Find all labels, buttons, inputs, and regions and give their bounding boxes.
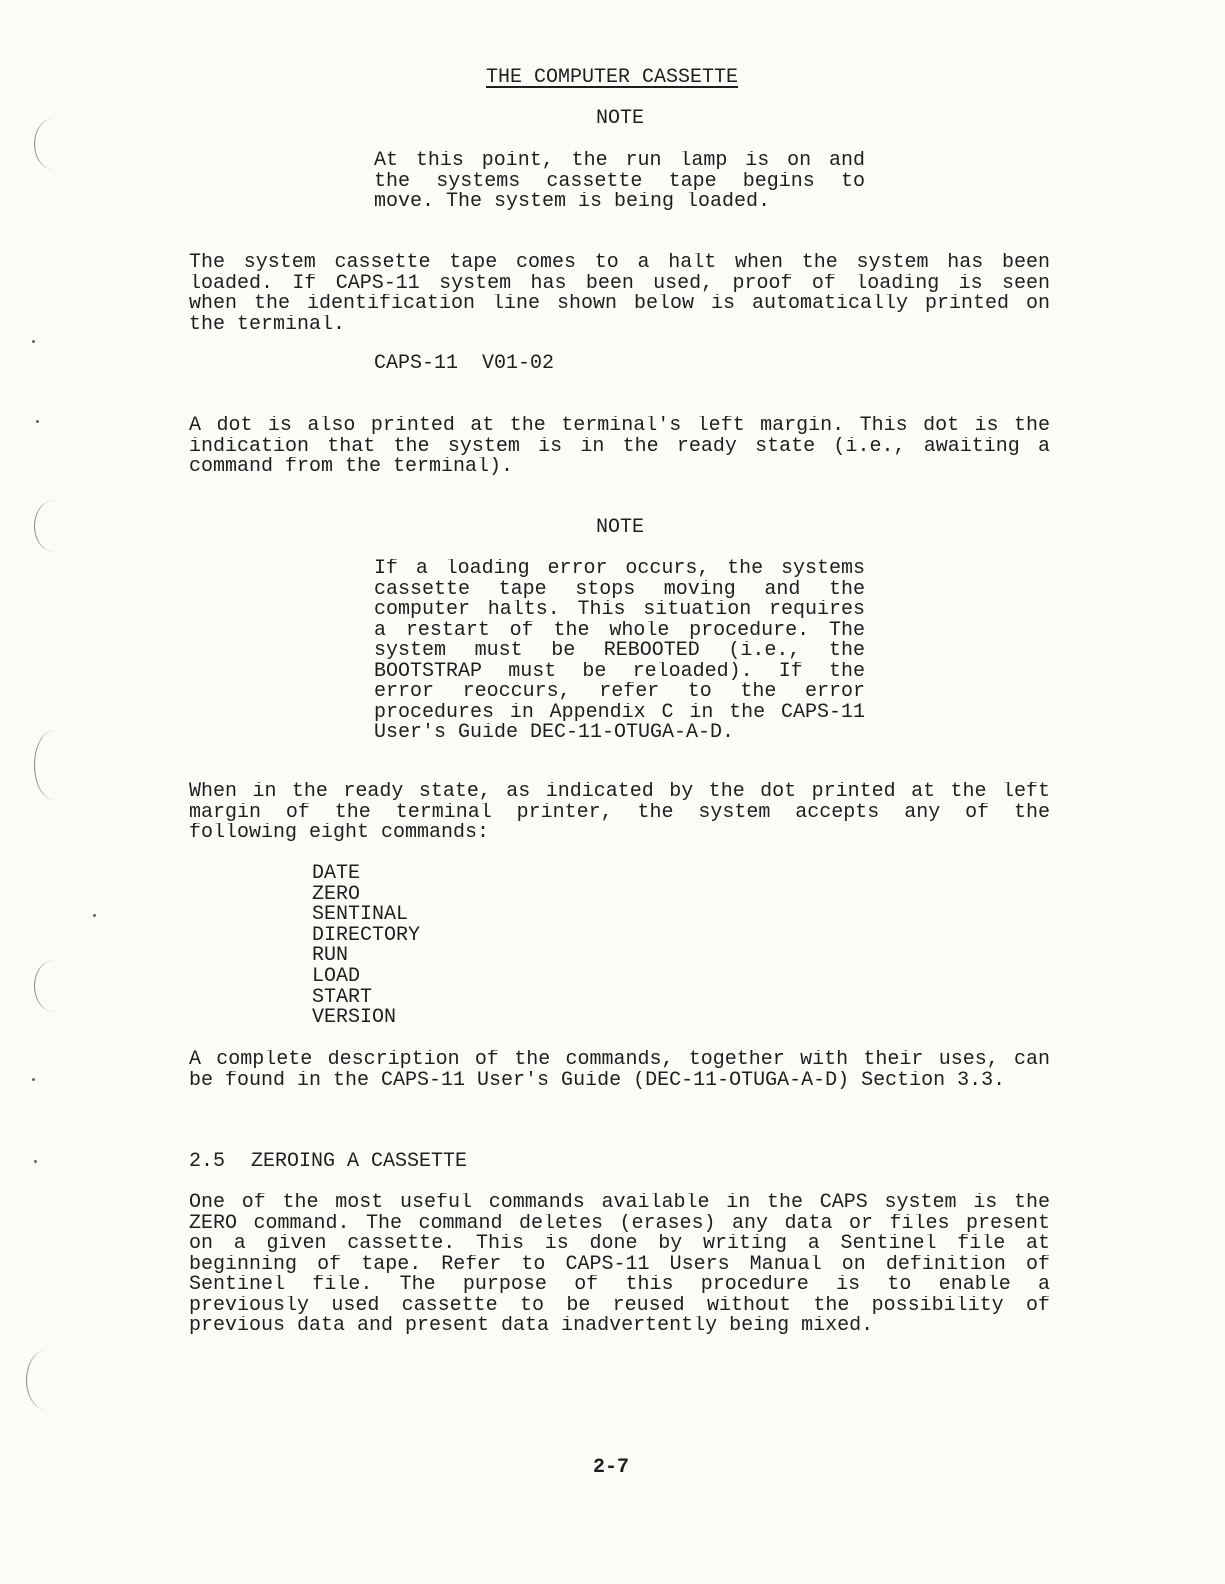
body-paragraph bbox=[189, 416, 1050, 478]
note-line: User's Guide DEC-11-OTUGA-A-D. bbox=[374, 723, 735, 744]
note-line: error reoccurs, refer to the error bbox=[374, 682, 865, 703]
command-item: DATE bbox=[312, 862, 361, 885]
identification-line: CAPS-11 V01-02 bbox=[374, 352, 555, 375]
note-heading: NOTE bbox=[596, 107, 645, 130]
paragraph-line: when the identification line shown below is automatically printed on bbox=[189, 294, 1050, 315]
paragraph-line: A complete description of the commands, together with their uses, can bbox=[189, 1050, 1050, 1071]
paragraph-line: A dot is also printed at the terminal's left margin. This dot is the bbox=[189, 416, 1050, 437]
section-title: ZEROING A CASSETTE bbox=[251, 1150, 468, 1173]
note-line: cassette tape stops moving and the bbox=[374, 579, 865, 600]
note-body bbox=[374, 151, 865, 213]
note-line: move. The system is being loaded. bbox=[374, 192, 771, 213]
note-line: At this point, the run lamp is on and bbox=[374, 151, 865, 172]
note-line: procedures in Appendix C in the CAPS-11 bbox=[374, 702, 865, 723]
paragraph-line: loaded. If CAPS-11 system has been used, proof of loading is seen bbox=[189, 273, 1050, 294]
paragraph-line: the terminal. bbox=[189, 314, 346, 335]
paragraph-line: on a given cassette. This is done by writing a Sentinel file at bbox=[189, 1234, 1050, 1255]
paragraph-line: The system cassette tape comes to a halt when the system has been bbox=[189, 253, 1050, 274]
body-paragraph bbox=[189, 1193, 1050, 1337]
binder-hole-mark bbox=[26, 1350, 67, 1410]
binder-hole-mark bbox=[34, 730, 75, 800]
note-heading: NOTE bbox=[596, 516, 645, 539]
command-item: DIRECTORY bbox=[312, 923, 421, 947]
note-line: If a loading error occurs, the systems bbox=[374, 559, 865, 580]
scan-speck bbox=[36, 420, 39, 423]
command-item: START bbox=[312, 985, 373, 1009]
note-line: a restart of the whole procedure. The bbox=[374, 620, 865, 641]
paragraph-line: When in the ready state, as indicated by the dot printed at the left bbox=[189, 782, 1050, 803]
paragraph-line: following eight commands: bbox=[189, 823, 490, 844]
body-paragraph bbox=[189, 253, 1050, 335]
paragraph-line: be found in the CAPS-11 User's Guide (DEC-11-OTUGA-A-D) Section 3.3. bbox=[189, 1070, 1006, 1091]
page-header-title: THE COMPUTER CASSETTE bbox=[486, 66, 739, 89]
scan-speck bbox=[93, 914, 96, 917]
paragraph-line: Sentinel file. The purpose of this procedure is to enable a bbox=[189, 1275, 1050, 1296]
binder-hole-mark bbox=[34, 118, 75, 170]
note-body bbox=[374, 559, 865, 744]
paragraph-line: command from the terminal). bbox=[189, 457, 514, 478]
scan-speck bbox=[32, 340, 35, 343]
paragraph-line: ZERO command. The command deletes (erases) any data or files present bbox=[189, 1213, 1050, 1234]
command-item: LOAD bbox=[312, 964, 361, 988]
paragraph-line: previous data and present data inadvertently being mixed. bbox=[189, 1316, 874, 1337]
command-item: RUN bbox=[312, 944, 349, 968]
paragraph-line: margin of the terminal printer, the system accepts any of the bbox=[189, 802, 1050, 823]
body-paragraph bbox=[189, 782, 1050, 844]
note-line: computer halts. This situation requires bbox=[374, 600, 865, 621]
paragraph-line: previously used cassette to be reused without the possibility of bbox=[189, 1295, 1050, 1316]
section-number: 2.5 bbox=[189, 1150, 226, 1173]
command-item: ZERO bbox=[312, 882, 361, 906]
page-number: 2-7 bbox=[593, 1456, 630, 1479]
body-paragraph bbox=[189, 1050, 1050, 1091]
binder-hole-mark bbox=[34, 500, 75, 552]
binder-hole-mark bbox=[34, 960, 75, 1012]
paragraph-line: One of the most useful commands available in the CAPS system is the bbox=[189, 1193, 1050, 1214]
scan-speck bbox=[34, 1160, 37, 1163]
note-line: the systems cassette tape begins to bbox=[374, 171, 865, 192]
note-line: BOOTSTRAP must be reloaded). If the bbox=[374, 661, 865, 682]
command-item: SENTINAL bbox=[312, 903, 409, 927]
paragraph-line: indication that the system is in the ready state (i.e., awaiting a bbox=[189, 436, 1050, 457]
paragraph-line: beginning of tape. Refer to CAPS-11 Users Manual on definition of bbox=[189, 1254, 1050, 1275]
note-line: system must be REBOOTED (i.e., the bbox=[374, 641, 865, 662]
command-list bbox=[312, 864, 420, 1029]
command-item: VERSION bbox=[312, 1006, 397, 1030]
scan-speck bbox=[32, 1078, 35, 1081]
